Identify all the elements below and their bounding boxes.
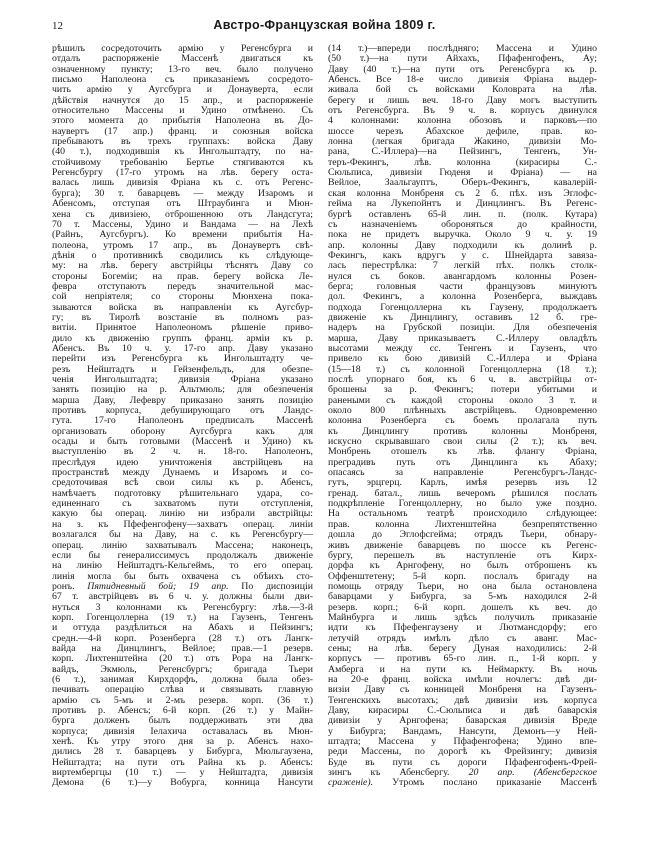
text-line: бурга); 30 т. баварцевъ — между Изаромъ и [52,188,313,199]
text-line: опасаясь за направленіе Регенсбургъ-Ландс- [328,468,597,479]
text-line: помощь отряду Тьери, но она была остановлена [328,581,597,592]
left-column [52,44,313,789]
text-line: Оффенштетену; 5-й корп. послалъ бригаду на [328,571,597,582]
text-line: какую бы операц. линію ни избрали австрійцы: [52,509,313,520]
text-line: дило къ движенію группъ франц. арміи къ р. [52,333,313,344]
text-line: стороны Богеміи; на прав. берегу войска Ле- [52,271,313,282]
text-line: около 800 плѣнныхъ австрійцевъ. Одновременно [328,406,597,417]
text-line: дѣйствія начнутся до 15 апр., и распоряженіе [52,95,313,106]
text-line: отъ Регенсбурга. Въ 9 ч. в. корпусъ двинулся [328,106,597,117]
text-line: выступленію въ 2 ч. н. 18-го. Наполеонъ, [52,447,313,458]
text-line: гута. 17-го Наполеонъ предписалъ Массенѣ [52,416,313,427]
text-line: На остальномъ театрѣ происходило слѣдующее: [328,509,597,520]
text-line: лонна (легкая бригада Жакино, дивизіи Мо- [328,137,597,148]
text-line: гутъ, эрцгерц. Карлъ, имѣя резервъ изъ 12 [328,478,597,489]
text-line: противъ корпуса, дебуширующаго отъ Ландс- [52,406,313,417]
text-line: (50 т.)—на пути Айхахъ, Пфафенгофенъ, Ау; [328,54,597,65]
text-line: Вейлое, Заальгауптъ, Оберъ-Фекингъ, кавалерій- [328,178,597,189]
text-line: на 20-е франц. войска имѣли ночлегъ: двѣ ди- [328,674,597,685]
text-line: съ назначеніемъ обороняться до крайности, [328,219,597,230]
text-line: ченія Ингольштадта; дивизія Фріана указано [52,375,313,385]
text-line: намѣчаетъ подготовку рѣшительнаго удара, со- [52,488,313,499]
text-line: ранеными съ каждой стороны около 3 т. и [328,395,597,406]
text-line: на з. къ Пфефенгофену—захватъ операц. линіи [52,519,313,530]
text-line: дошла до Эглофсгейма; отрядъ Тьери, обнару- [328,530,597,541]
text-line: прав. колонна Лихтенштейна безпрепятственно [328,519,597,530]
text-line: возлагался бы на Даву, на с. къ Регенсбургу— [52,530,313,541]
text-line: искусно скрывавшаго свои силы (2 т.); къ веч. [328,437,597,448]
text-line: колонна Розенберга съ боемъ пролагала путь [328,416,597,427]
text-line: рана, С.-Иллера)—на Пейзингъ, Тенгенъ, Ун- [328,147,597,158]
text-line: противъ р. Абенсъ; 6-й корп. (26 т.) у Майн- [52,706,313,716]
text-line: организовать оборону Аугсбурга какъ для [52,426,313,437]
text-line: Фекингъ, какъ вдругъ у с. Шнейдарта завяза- [328,250,597,261]
text-line: къ Динцлингу противъ колонны Монбреня, [328,426,597,437]
text-line: если бы генералиссимусъ продолжалъ движеніе [52,550,313,561]
text-line: армію съ 5-мъ и 2-мъ резерв. корп. (36 т.) [52,695,313,706]
text-line: бургу, перешелъ въ наступленіе отъ Кирх- [328,550,597,561]
text-line: гренад. батал., лишь вечеромъ рѣшился послать [328,488,597,499]
text-line: средн.—4-й корп. Розенберга (28 т.) отъ Лангк- [52,633,313,644]
text-line: полеона, утромъ 17 апр., въ Донаувертъ свѣ- [52,240,313,251]
text-line: стойчивому требованію Бертье стягиваются къ [52,157,313,168]
text-line: берегу и лишь веч. 18-го Даву могъ выступить [328,95,597,106]
text-line: и оттуда раздѣлиться на Абахъ и Пейзингъ; [52,623,313,634]
text-line: марша Даву, Лефевру приказано занять позицію [52,395,313,406]
text-line: берга; головныя части французовъ минуютъ [328,281,597,292]
text-line: зингъ къ Абенсбергу. 20 апр. (Абенсбергское [328,768,597,779]
page-number: 12 [52,20,63,32]
text-line: Нейштадта; на пути отъ Райна къ р. Абенсъ: [52,757,313,768]
text-line: корп. Гогенцоллерна (19 т.) на Гаузенъ, Тенгенъ [52,612,313,623]
text-line: (Райнъ, Аугсбургъ). Ко времени прибытія На- [52,230,313,241]
text-line: подхода Гогенцоллерна къ Гаузену, продолжаетъ [328,302,597,313]
text-line: дились 28 т. баварцевъ у Бибурга, Мюльгаузена, [52,747,313,758]
text-line: дивизіи у Арнгофена; баварская дивизія Вреде [328,716,597,727]
text-line: Монбрень отошелъ къ лѣв. флангу Фріана, [328,447,597,458]
text-line: пребываютъ въ трехъ группахъ: войска Даву [52,137,313,148]
right-column [328,44,597,789]
text-line: движеніе къ Динцлингу, оставивъ 12 б. гре- [328,312,597,323]
text-line: вайдъ, Экмюль, Регенсбургъ; бригада Тьери [52,664,313,675]
text-line: наувертъ (17 апр.) франц. и союзныя войска [52,126,313,137]
text-line: зываются войска въ направленіи къ Аугсбур- [52,302,313,313]
text-line: 70 т. Массены, Удино и Вандама — на Лехѣ [52,219,313,230]
text-line: сой непріятеля; со стороны Мюнхена пока- [52,292,313,303]
text-line: единеннаго съ захватомъ пути отступленія, [52,499,313,510]
text-line: баварцами у Бибурга, за 5-мъ находился 2-й [328,592,597,603]
text-line: чить армію у Аугсбурга и Донауверта, если [52,85,313,96]
text-line: сраженіе). Утромъ послано приказаніе Массенѣ [328,778,597,789]
text-line: (15—18 т.) съ колонной Гогенцоллерна (18 т.); [328,364,597,375]
text-line: на линію Нейштадтъ-Кельгеймъ, то его операц. [52,561,313,572]
text-line: сены; на лѣв. берегу Дуная находились: 2-й [328,643,597,654]
text-line: привело къ бою дивизій С.-Иллера и Фріана [328,354,597,365]
text-line: дорфа къ Арнгофену, но былъ отброшенъ къ [328,561,597,572]
text-line: резерв. корп.; 6-й корп. дошелъ къ веч. до [328,602,597,613]
text-line: Даву (40 т.)—на пути отъ Регенсбурга къ р. [328,64,597,75]
text-line: ронъ. Пятидневный бой; 19 апр. По диспозиціи [52,581,313,592]
text-line: относительно Массены и Удино отмѣнено. Съ [52,106,313,117]
text-line: марша, Даву приказываетъ С.-Иллеру овладѣть [328,333,597,344]
page-title: Австро-Французская война 1809 г. [213,18,436,32]
text-line: 67 т. австрійцевъ въ 6 ч. у. должны были дви- [52,592,313,603]
text-line: печивать операцію слѣва и связывать главную [52,685,313,696]
text-line: февра отступаютъ передъ значительной мас- [52,281,313,292]
text-line: дѣнія о противникѣ сводились къ слѣдующе- [52,250,313,261]
text-line: преградивъ путь отъ Динцлинга къ Абаху; [328,457,597,468]
text-line: валась лишь дивизія Фріана къ с. отъ Регенс- [52,178,313,189]
text-line: (14 т.)—впереди послѣдняго; Массена и Удино [328,44,597,54]
text-line: идти къ Пфефенгаузену и Лютмансдорфу; его [328,623,597,634]
text-line: виртембергцы (10 т.) — у Нейштадта, дивизія [52,768,313,779]
text-line: брошены за р. Фекингъ; потери убитыми и [328,385,597,396]
text-line: отдалъ распоряженіе Массенѣ двигаться къ [52,54,313,65]
text-line: Абенсъ. Въ 10 ч. у. 17-го апр. Даву указано [52,343,313,354]
text-line: перейти изъ Регенсбурга къ Ингольштадту че- [52,354,313,365]
text-line: Амберга и на пути къ Неймаркту. Въ ночь [328,664,597,675]
text-line: Буде въ пути съ дороги Пфафенгофенъ-Фрей- [328,757,597,768]
text-line: му: на лѣв. берегу австрійцы тѣснятъ Даву со [52,261,313,272]
text-line: апр. колонны Даву подходили къ долинѣ р. [328,240,597,251]
text-line: Даву, кирасиры С.-Сюльписа и двѣ баварскія [328,706,597,716]
text-line: летучій отрядъ имѣлъ дѣло съ аванг. Мас- [328,633,597,644]
text-line: живъ движеніе баварцевъ по шоссе къ Регенс- [328,540,597,551]
text-line: занять позицію на р. Альтмюль; для обезпеченія [52,385,313,396]
text-line: Тенгенскихъ высотахъ; двѣ дивизіи изъ корпуса [328,695,597,706]
text-line: теръ-Фекингъ, лѣв. колонна (кирасиры С.- [328,157,597,168]
text-line: (40 т.), подходившія къ Ингольштадту, по на- [52,147,313,158]
text-line: резъ Нейштадтъ и Гейзенфельдъ, для обезпе- [52,364,313,375]
text-line: средоточивая всѣ свои силы къ р. Абенсъ, [52,478,313,489]
text-line: надеръ на Грубской позиціи. Для обезпеченія [328,323,597,334]
text-line: пока не придетъ выручка. Около 9 ч. у. 19 [328,230,597,241]
text-line: подкрѣпленіе Гогенцоллерну, но было уже поздно. [328,499,597,510]
text-line: нуться 3 колоннами къ Регенсбургу: лѣв.—3-й [52,602,313,613]
page-header [52,17,597,35]
text-line: лась перестрѣлка: 7 легкій пѣх. полкъ столк- [328,261,597,272]
text-line: витіи. Принятое Наполеономъ рѣшеніе приво- [52,323,313,334]
text-columns [52,44,597,789]
text-line: послѣ упорнаго боя, къ 6 ч. в. австрійцы от- [328,375,597,385]
text-line: вайда на Динцлингъ, Вейлое; прав.—1 резерв. [52,643,313,654]
text-line: Регенсбургу (17-го утромъ на лѣв. берегу оста- [52,168,313,179]
text-line: линія могла бы быть охвачена съ обѣихъ сто- [52,571,313,582]
text-line: штадта; Массена у Пфафенгофена; Удино впе- [328,737,597,748]
text-line: гу; въ Тиролѣ возстаніе въ полномъ раз- [52,312,313,323]
text-line: (6 т.), занимая Кирхдорфъ, должна была обез- [52,674,313,685]
text-line: дол. Фекингъ, а колонна Розенберга, выждавъ [328,292,597,303]
text-line: Майнбурга и лишь здѣсь получилъ приказаніе [328,612,597,623]
text-line: нулся съ боков. авангардомъ колонны Розен- [328,271,597,282]
text-line: шоссе черезъ Абахское дефиле, прав. ко- [328,126,597,137]
text-line: Абенсъ. Все 18-е число дивизія Фріана выдер- [328,75,597,86]
text-line: означенному пункту; 13-го веч. было получено [52,64,313,75]
text-line: осады и быть готовыми (Массенѣ и Удино) къ [52,437,313,448]
text-line: корп. Лихтенштейна (20 т.) отъ Рора на Лангк- [52,654,313,665]
text-line: хенѣ. Къ утру этого дня за р. Абенсъ нахо- [52,737,313,748]
text-line: операц. линію захватывалъ Массена; наконецъ, [52,540,313,551]
text-line: гейма на Лукепойнтъ и Динцлингъ. Въ Регенс- [328,199,597,210]
text-line: бурга долженъ былъ поддерживать эти два [52,716,313,727]
text-line: рѣшилъ сосредоточить армію у Регенсбурга и [52,44,313,54]
text-line: 4 колоннами: колонна обозовъ и парковъ—по [328,116,597,127]
text-line: высотами между сс. Тенгенъ и Гаузенъ, что [328,343,597,354]
text-line: визіи Даву съ конницей Монбреня на Гаузенъ- [328,685,597,696]
text-line: этого момента до прибытія Наполеона въ До- [52,116,313,127]
text-line: реди Массены, по дорогѣ къ Фрейзингу; дивизія [328,747,597,758]
text-line: корпусъ — противъ 65-го лин. п., 1-й корп. у [328,654,597,665]
text-line: бургѣ оставленъ 65-й лин. п. (полк. Кутара) [328,209,597,220]
text-line: у Бибурга; Вандамъ, Нансути, Демонъ—у Ней- [328,726,597,737]
text-line: письмо Наполеона съ приказаніемъ сосредото- [52,75,313,86]
text-line: пространствѣ между Дунаемъ и Изаромъ и со- [52,468,313,479]
text-line: преслѣдуя идею уничтоженія австрійцевъ на [52,457,313,468]
text-line: ская колонна Монбреня съ 2 б. пѣх. изъ Эглофс- [328,188,597,199]
text-line: Абенсомъ, отступая отъ Штраубинга и Мюн- [52,199,313,210]
text-line: хена съ дивизіею, отброшенною отъ Ландсгута; [52,209,313,220]
text-line: корпуса; дивизія Іелахича оставалась въ Мюн- [52,726,313,737]
text-line: Сюльписа, дивизіи Гюденя и Фріана) — на [328,168,597,179]
text-line: Демона (6 т.)—у Вобурга, конница Нансути [52,778,313,789]
text-line: живала бой съ войсками Коловрата на лѣв. [328,85,597,96]
